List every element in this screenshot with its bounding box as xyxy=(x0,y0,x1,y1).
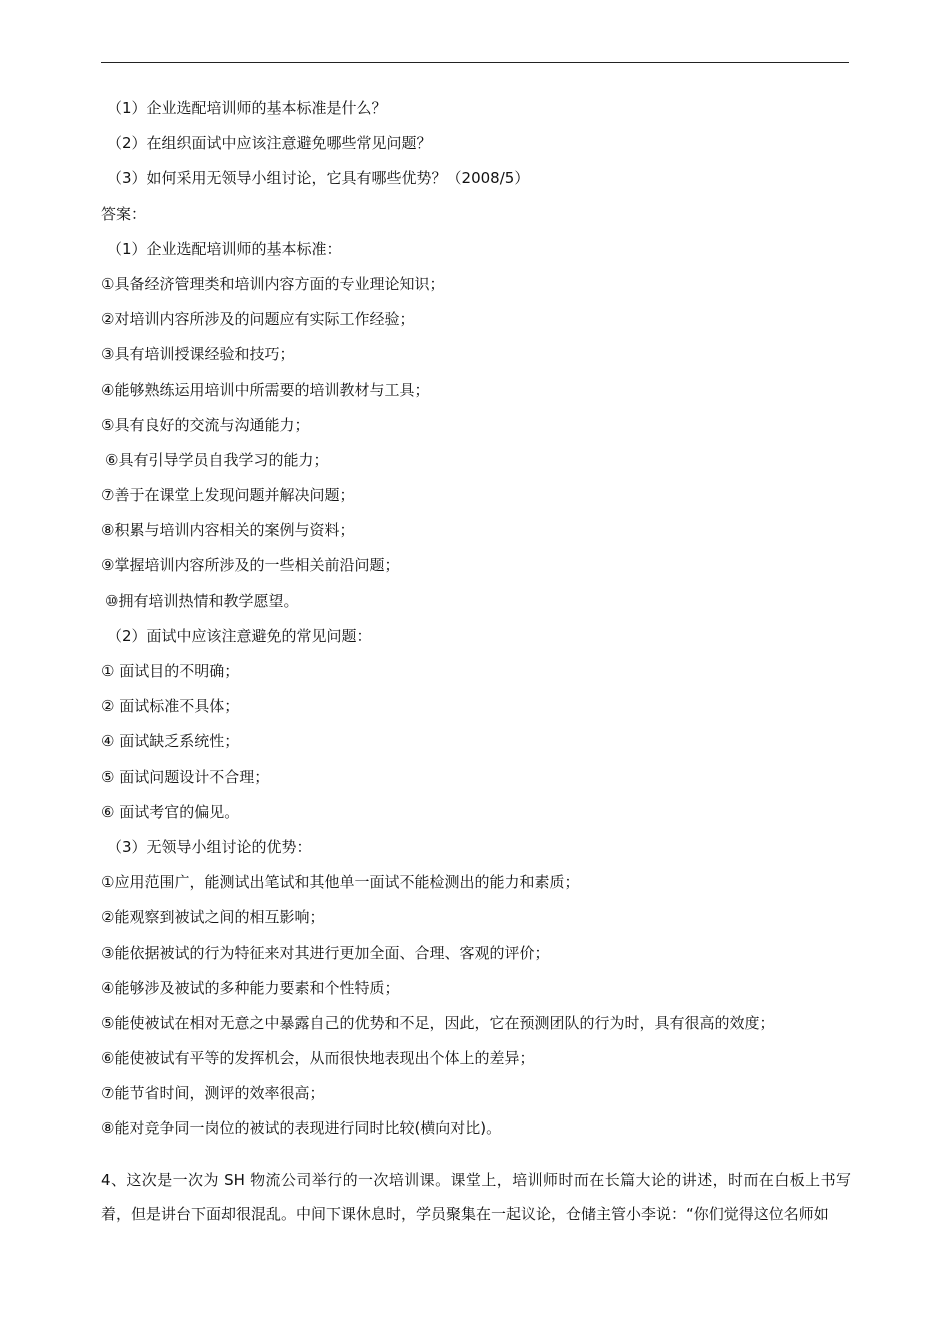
section-3-heading: （3）无领导小组讨论的优势： xyxy=(107,837,312,856)
section-1-item: ⑨掌握培训内容所涉及的一些相关前沿问题； xyxy=(101,556,400,575)
section-3-item: ③能依据被试的行为特征来对其进行更加全面、合理、客观的评价； xyxy=(101,943,550,962)
document-body xyxy=(101,91,851,1231)
section-2-item: ④ 面试缺乏系统性； xyxy=(101,732,240,751)
section-3-item: ②能观察到被试之间的相互影响； xyxy=(101,908,325,927)
section-3-item: ④能够涉及被试的多种能力要素和个性特质； xyxy=(101,978,400,997)
section-1-item: ②对培训内容所涉及的问题应有实际工作经验； xyxy=(101,310,415,329)
answer-label: 答案： xyxy=(101,204,147,223)
paragraph-spacer xyxy=(101,1147,851,1163)
question-2: （2）在组织面试中应该注意避免哪些常见问题？ xyxy=(107,134,432,153)
question-3: （3）如何采用无领导小组讨论，它具有哪些优势？（2008/5） xyxy=(107,169,530,188)
section-2-item: ⑤ 面试问题设计不合理； xyxy=(101,767,270,786)
section-2-item: ② 面试标准不具体； xyxy=(101,697,240,716)
section-1-heading: （1）企业选配培训师的基本标准： xyxy=(107,239,342,258)
section-3-item: ⑤能使被试在相对无意之中暴露自己的优势和不足，因此，它在预测团队的行为时，具有很高的效度； xyxy=(101,1013,775,1032)
section-2-heading: （2）面试中应该注意避免的常见问题： xyxy=(107,626,372,645)
section-3-item: ⑧能对竞争同一岗位的被试的表现进行同时比较(横向对比)。 xyxy=(101,1119,502,1138)
section-2-item: ⑥ 面试考官的偏见。 xyxy=(101,802,240,821)
header-rule xyxy=(101,62,849,63)
section-3-item: ①应用范围广，能测试出笔试和其他单一面试不能检测出的能力和素质； xyxy=(101,873,580,892)
section-1-item: ⑥具有引导学员自我学习的能力； xyxy=(105,450,329,469)
section-2-item: ① 面试目的不明确； xyxy=(101,662,240,680)
section-1-item: ①具备经济管理类和培训内容方面的专业理论知识； xyxy=(101,274,445,293)
section-3-item: ⑦能节省时间，测评的效率很高； xyxy=(101,1084,325,1103)
section-3-item: ⑥能使被试有平等的发挥机会，从而很快地表现出个体上的差异； xyxy=(101,1049,535,1068)
question-1: （1）企业选配培训师的基本标准是什么？ xyxy=(107,99,387,117)
next-question-paragraph: 4、这次是一次为 SH 物流公司举行的一次培训课。课堂上，培训师时而在长篇大论的讲述，时而在白板上书写着，但是讲台下面却很混乱。中间下课休息时，学员聚集在一起议论，仓储主管小李说：“你们觉得这位名师如 xyxy=(101,1170,851,1223)
section-1-item: ⑩拥有培训热情和教学愿望。 xyxy=(105,591,299,610)
section-1-item: ⑦善于在课堂上发现问题并解决问题； xyxy=(101,486,355,505)
section-1-item: ④能够熟练运用培训中所需要的培训教材与工具； xyxy=(101,380,430,399)
section-1-item: ⑧积累与培训内容相关的案例与资料； xyxy=(101,521,355,540)
section-1-item: ⑤具有良好的交流与沟通能力； xyxy=(101,415,310,434)
section-1-item: ③具有培训授课经验和技巧； xyxy=(101,345,295,364)
